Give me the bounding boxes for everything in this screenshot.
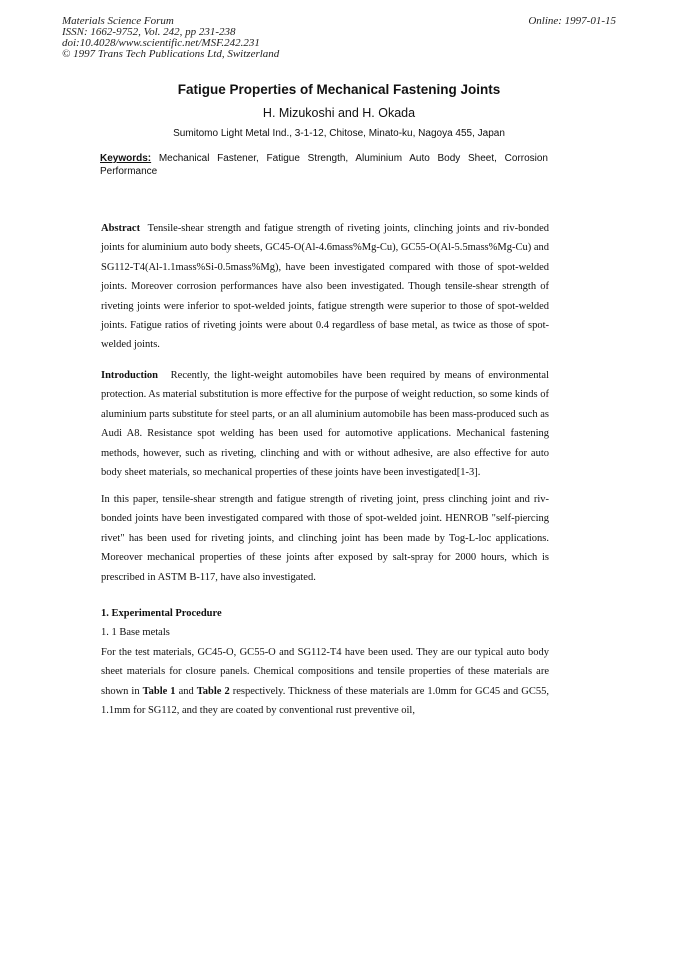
online-date: Online: 1997-01-15 <box>528 15 616 27</box>
section-1-text <box>101 647 549 716</box>
issn-line: ISSN: 1662-9752, Vol. 242, pp 231-238 <box>62 26 236 38</box>
abstract-text: Tensile-shear strength and fatigue strength of riveting joints, clinching joints and riv-bonded joints for aluminium auto body sheets, GC45-O(Al-4.6mass%Mg-Cu), GC55-O(Al-5.5mass%Mg-Cu) and SG112-T4(Al-1.1mass%Si-0.5mass%Mg), have been investigated compared with those of spot-welded joints. Moreover corrosion performances have also been investigated. Though tensile-shear strength of riveting joints were inferior to spot-welded joints, fatigue strength were superior to those of spot-welded joints. Fatigue ratios of riveting joints were about 0.4 regardless of base metal, as twice as those of spot-welded joints. <box>101 223 549 351</box>
paper-title: Fatigue Properties of Mechanical Fastening Joints <box>177 82 501 97</box>
introduction-para-2 <box>101 490 549 587</box>
paper-affiliation: Sumitomo Light Metal Ind., 3-1-12, Chitose, Minato-ku, Nagoya 455, Japan <box>173 128 505 139</box>
section-1-text-and: and <box>178 685 194 697</box>
introduction-text-2: In this paper, tensile-shear strength and fatigue strength of riveting joint, press clinching joint and riv-bonded joints have been investigated compared with those of spot-welded joint. HENROB "self-piercing rivet" has been used for riveting joints, and clinching joint has been made by Tog-L-loc applications. Moreover mechanical properties of these joints after exposed by salt-spray for 2000 hours, which is prescribed in ASTM B-117, have also investigated. <box>101 494 549 583</box>
abstract-label: Abstract <box>101 223 141 234</box>
keywords-label: Keywords: <box>100 153 152 164</box>
keywords-text: Mechanical Fastener, Fatigue Strength, Aluminium Auto Body Sheet, Corrosion Performance <box>100 153 548 177</box>
table-1-ref: Table 1 <box>142 685 176 697</box>
section-1-text-b: respectively. Thickness of these materials are 1.0mm for GC45 and GC55, 1.1mm for SG112, and they are coated by conventional rust preventive oil, <box>101 685 550 717</box>
journal-header <box>62 16 279 60</box>
introduction-label: Introduction <box>101 370 158 381</box>
section-1-subheading: 1. 1 Base metals <box>101 627 170 639</box>
copyright-line: © 1997 Trans Tech Publications Ltd, Switzerland <box>62 48 280 60</box>
doi-line: doi:10.4028/www.scientific.net/MSF.242.231 <box>62 37 260 49</box>
keywords <box>100 152 548 178</box>
abstract <box>101 219 549 355</box>
section-1 <box>101 604 549 720</box>
section-1-text-a: For the test materials, GC45-O, GC55-O and SG112-T4 have been used. They are our typical auto body sheet materials for closure panels. Chemical compositions and tensile properties of these materials are shown in <box>101 646 549 697</box>
table-2-ref: Table 2 <box>196 685 230 697</box>
paper-authors: H. Mizukoshi and H. Okada <box>262 106 416 120</box>
introduction-para-1 <box>101 366 549 482</box>
section-1-heading: 1. Experimental Procedure <box>101 608 222 619</box>
journal-name: Materials Science Forum <box>62 15 174 27</box>
introduction-text-1: Recently, the light-weight automobiles have been required by means of environmental protection. As material substitution is more effective for the purpose of weight reduction, so some kinds of aluminium parts substitute for steel parts, or an all aluminium automobile has been mass-produced such as Audi A8. Resistance spot welding has been used for automotive applications. Mechanical fastening methods, however, such as riveting, clinching and with or without adhesive, are also effective for auto body sheet materials, so mechanical properties of these joints have been investigated[1-3]. <box>101 370 549 479</box>
